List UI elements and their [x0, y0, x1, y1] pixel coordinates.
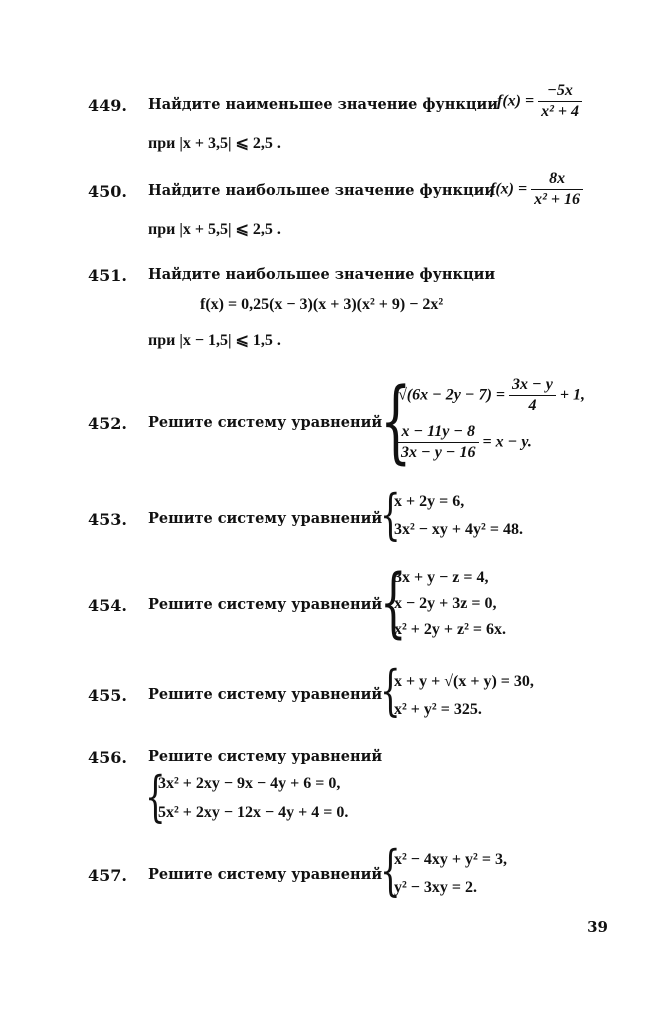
function-lhs: f(x) =: [490, 180, 528, 198]
equation-1: x + 2y = 6,: [394, 493, 465, 510]
equation-1: x + y + √(x + y) = 30,: [394, 673, 534, 690]
function-formula: [490, 170, 583, 209]
page-number: 39: [587, 918, 608, 936]
equation-1: x² − 4xy + y² = 3,: [394, 851, 507, 868]
equation-2: x² + y² = 325.: [394, 701, 482, 718]
problem-text: Найдите наибольшее значение функции: [148, 182, 496, 199]
problem-number: 452.: [88, 414, 127, 433]
problem-number: 449.: [88, 96, 127, 115]
denominator: x² + 4: [538, 101, 582, 121]
problem-text: Решите систему уравнений: [148, 686, 383, 703]
problem-text: Решите систему уравнений: [148, 748, 383, 765]
problem-text: Найдите наименьшее значение функции: [148, 96, 499, 113]
condition: при |x + 3,5| ⩽ 2,5 .: [148, 135, 281, 152]
problem-number: 457.: [88, 866, 127, 885]
problem-number: 453.: [88, 510, 127, 529]
problem-text: Найдите наибольшее значение функции: [148, 266, 496, 283]
system-brace: {: [380, 369, 412, 474]
system-brace: {: [380, 483, 401, 546]
equation-rhs: + 1,: [559, 386, 585, 404]
problem-text: Решите систему уравнений: [148, 596, 383, 613]
problem-number: 450.: [88, 182, 127, 201]
fraction: [398, 423, 479, 462]
function-formula: [497, 82, 582, 121]
equation-lhs: √(6x − 2y − 7) =: [398, 386, 506, 404]
system-brace: {: [380, 659, 401, 722]
equation-2: x − 2y + 3z = 0,: [394, 595, 497, 612]
denominator: x² + 16: [531, 189, 583, 209]
equation-rhs: = x − y.: [482, 433, 532, 451]
denominator: 4: [509, 395, 556, 415]
problem-text: Решите систему уравнений: [148, 414, 383, 431]
condition: при |x − 1,5| ⩽ 1,5 .: [148, 332, 281, 349]
equation-2: 3x² − xy + 4y² = 48.: [394, 521, 523, 538]
equation-2: [398, 423, 532, 462]
problem-text: Решите систему уравнений: [148, 510, 383, 527]
equation-1: 3x² + 2xy − 9x − 4y + 6 = 0,: [158, 775, 341, 792]
numerator: 3x − y: [512, 376, 553, 393]
problem-number: 456.: [88, 748, 127, 767]
numerator: x − 11y − 8: [401, 423, 476, 440]
function-lhs: f(x) =: [497, 92, 535, 110]
equation-2: y² − 3xy = 2.: [394, 879, 478, 896]
fraction: [538, 82, 582, 121]
equation-1: 3x + y − z = 4,: [394, 569, 489, 586]
denominator: 3x − y − 16: [398, 442, 479, 462]
equation-3: x² + 2y + z² = 6x.: [394, 621, 507, 638]
equation-1: [398, 376, 585, 415]
problem-number: 455.: [88, 686, 127, 705]
numerator: −5x: [547, 82, 573, 99]
fraction: [531, 170, 583, 209]
fraction: [509, 376, 556, 415]
numerator: 8x: [549, 170, 566, 187]
equation-2: 5x² + 2xy − 12x − 4y + 4 = 0.: [158, 804, 349, 821]
condition: при |x + 5,5| ⩽ 2,5 .: [148, 221, 281, 238]
problem-number: 451.: [88, 266, 127, 285]
problem-number: 454.: [88, 596, 127, 615]
problem-text: Решите систему уравнений: [148, 866, 383, 883]
system-brace: {: [145, 765, 166, 828]
system-brace: {: [380, 839, 401, 902]
system-brace: {: [380, 557, 407, 646]
function-formula: f(x) = 0,25(x − 3)(x + 3)(x² + 9) − 2x²: [200, 296, 444, 313]
